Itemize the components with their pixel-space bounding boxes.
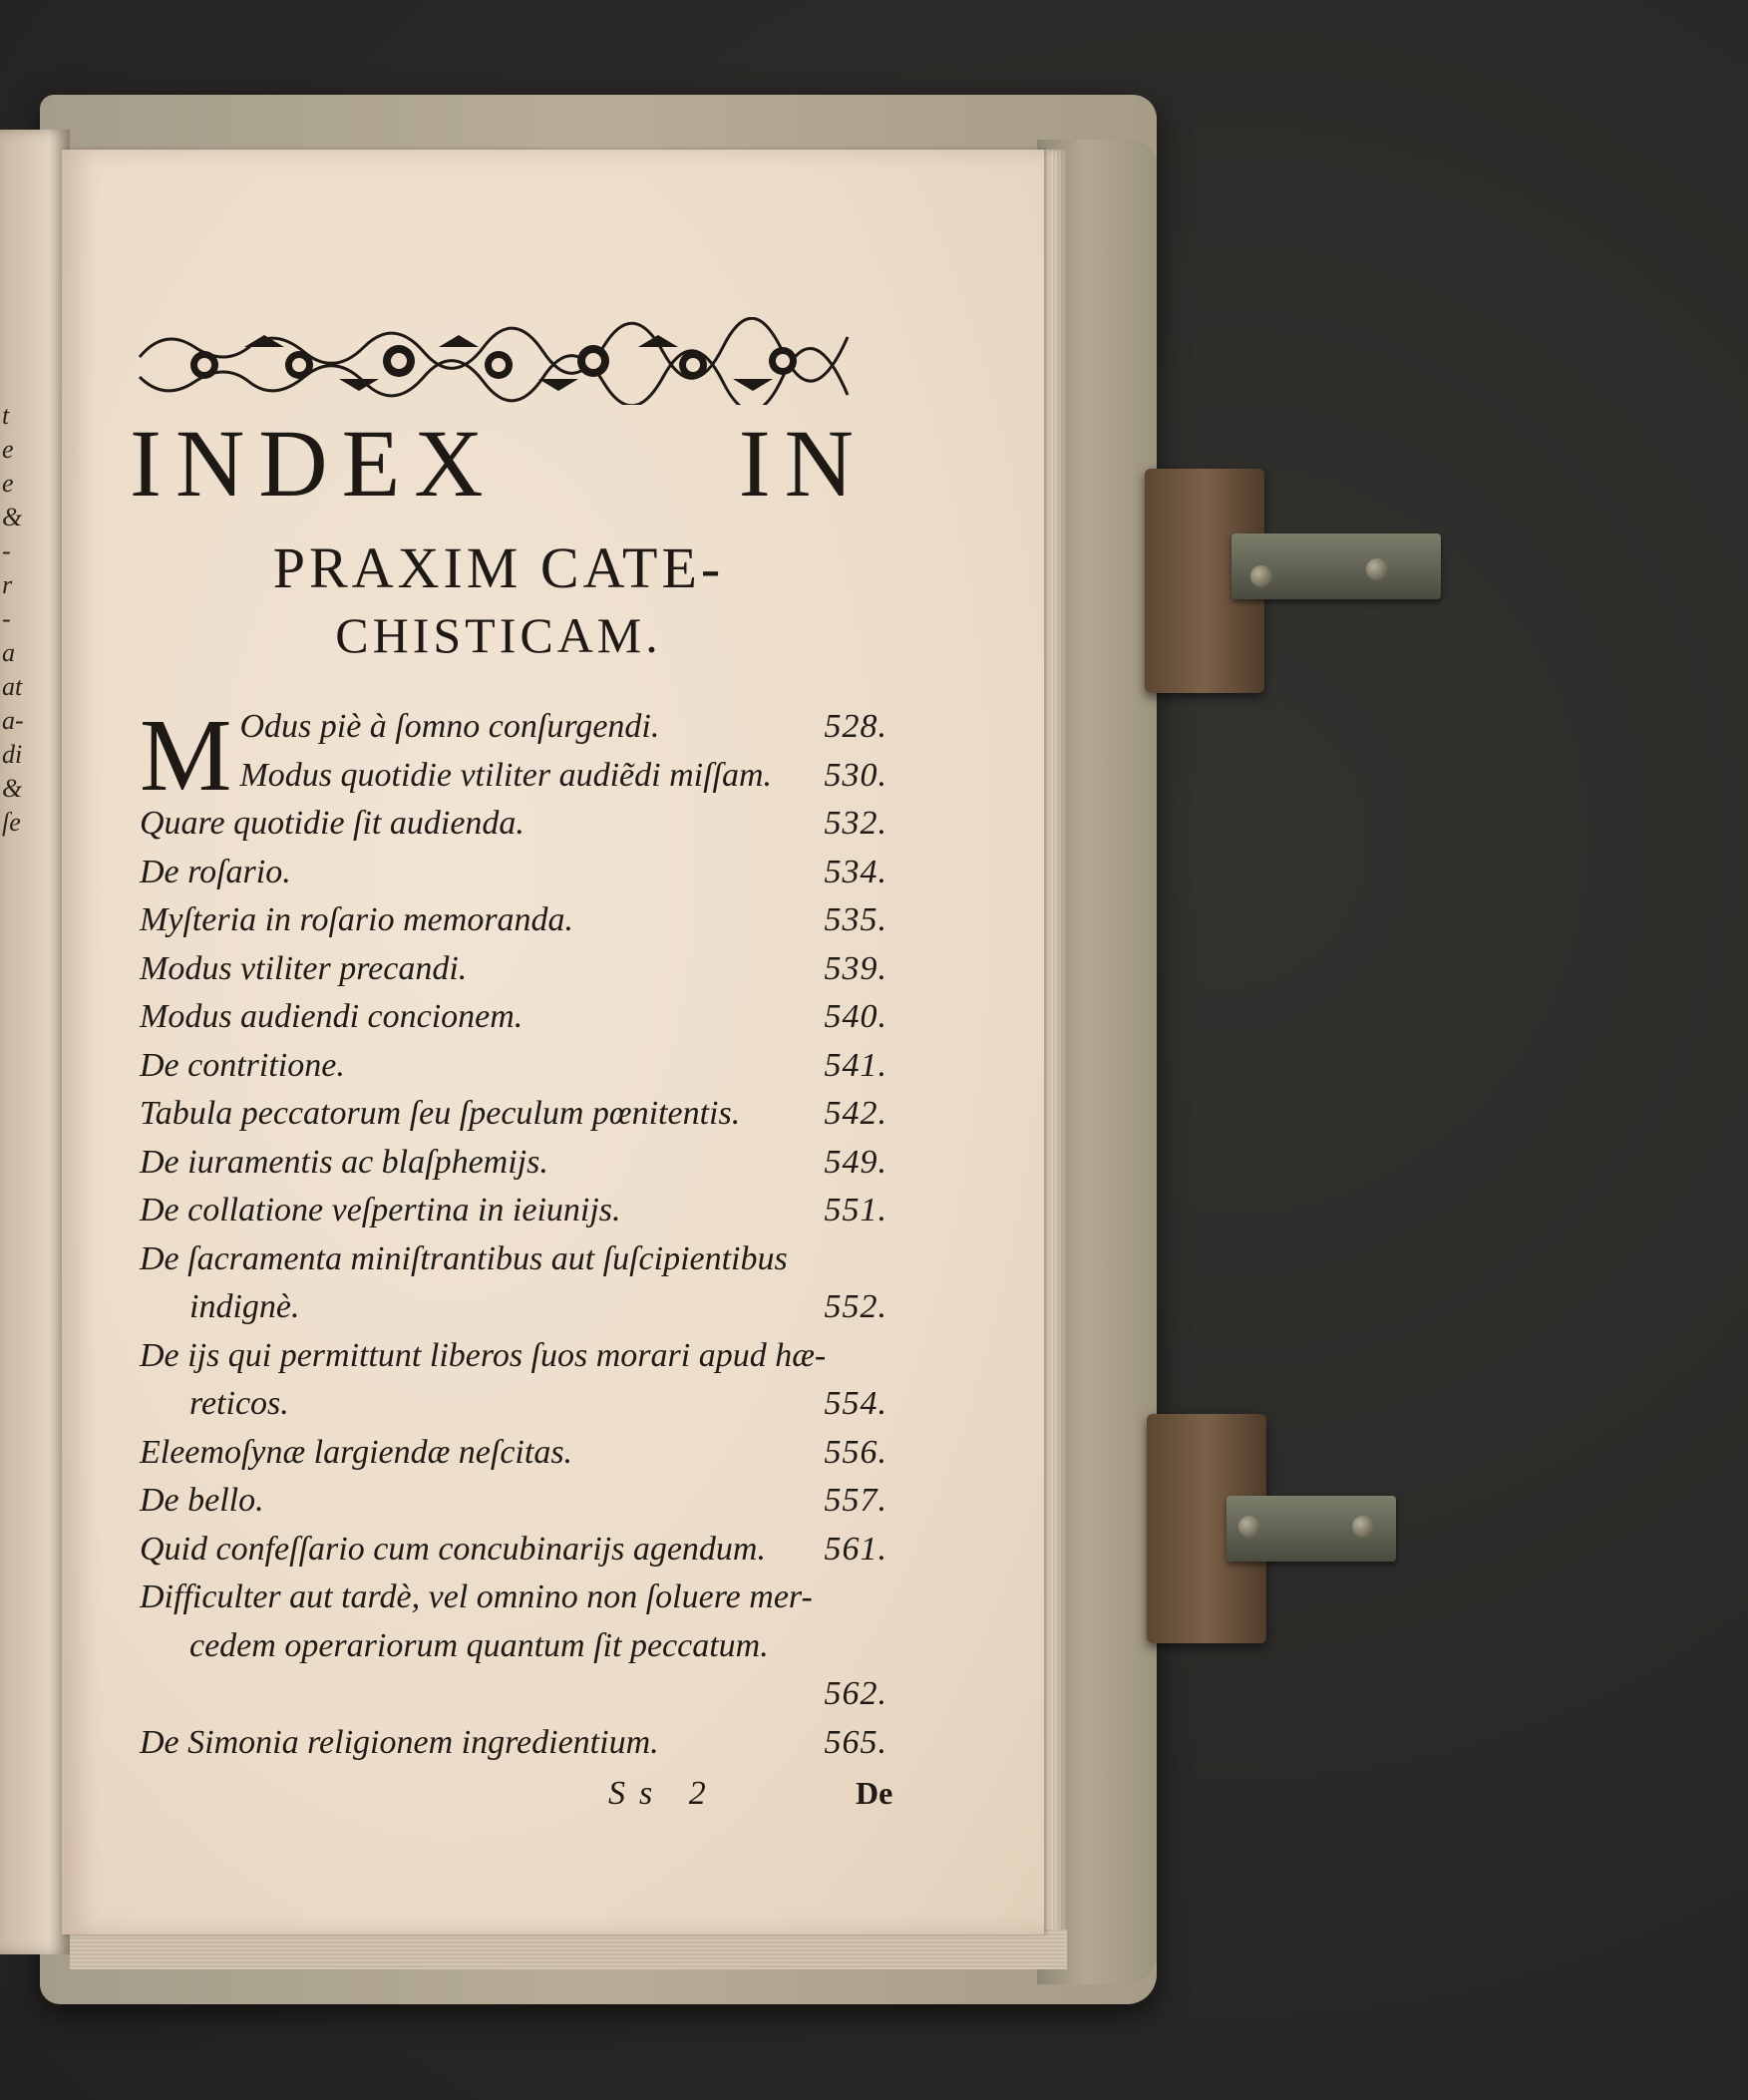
index-entry xyxy=(239,708,887,757)
left-letter: - xyxy=(2,604,11,633)
entry-page: 528. xyxy=(824,708,887,745)
entry-page: 534. xyxy=(824,853,887,890)
entry-page: 565. xyxy=(824,1723,887,1761)
entry-page: 561. xyxy=(824,1530,887,1568)
entry-text: De contritione. xyxy=(140,1046,345,1084)
left-letter: e xyxy=(2,435,14,464)
entry-text: De Simonia religionem ingredientium. xyxy=(140,1723,659,1761)
index-entry xyxy=(140,1531,887,1579)
entry-text: Odus piè à ſomno conſurgendi. xyxy=(239,708,660,745)
entry-text: Modus vtiliter precandi. xyxy=(140,949,468,987)
index-entry xyxy=(140,805,887,854)
index-entry xyxy=(140,1578,887,1627)
index-entry xyxy=(140,1434,887,1483)
index-entry xyxy=(140,1192,887,1240)
entry-page: 562. xyxy=(824,1675,887,1712)
index-entry xyxy=(140,1482,887,1531)
left-letter: t xyxy=(2,401,10,430)
entry-text: De iuramentis ac blaſphemijs. xyxy=(140,1143,548,1181)
catchword: De xyxy=(856,1775,893,1811)
index-entry xyxy=(140,1095,887,1144)
entry-text: De roſario. xyxy=(140,853,291,890)
index-entry xyxy=(239,757,887,806)
index-list xyxy=(140,698,887,1772)
entry-page: 539. xyxy=(824,949,887,987)
entry-page: 540. xyxy=(824,998,887,1035)
index-title-line2: PRAXIM CATE- xyxy=(272,535,725,600)
index-entry xyxy=(140,998,887,1047)
entry-text: Quid confeſſario cum concubinarijs agendum. xyxy=(140,1530,766,1568)
entry-page: 542. xyxy=(824,1095,887,1132)
left-letter: r xyxy=(2,570,13,599)
page-block-bottom-edge xyxy=(70,1929,1067,1969)
upper-clasp-rivet-icon xyxy=(1250,565,1272,587)
left-letter: & xyxy=(2,503,23,531)
lower-clasp-rivet-icon xyxy=(1238,1516,1260,1538)
index-entry xyxy=(140,1675,887,1724)
entry-page: 530. xyxy=(824,756,887,794)
entry-page: 541. xyxy=(824,1046,887,1084)
entry-page: 535. xyxy=(824,901,887,938)
entry-page: 552. xyxy=(824,1288,887,1325)
entry-text: Modus quotidie vtiliter audiẽdi miſſam. xyxy=(239,756,773,794)
index-entry xyxy=(140,1240,887,1289)
left-page-letters xyxy=(2,399,42,840)
index-entry xyxy=(140,950,887,999)
entry-text: Tabula peccatorum ſeu ſpeculum pœnitentis. xyxy=(140,1095,741,1132)
left-letter: at xyxy=(2,672,23,701)
left-letter: e xyxy=(2,469,14,498)
index-entry xyxy=(140,1047,887,1096)
entry-text: Myſteria in roſario memoranda. xyxy=(140,901,574,938)
index-title-line3: CHISTICAM. xyxy=(335,607,662,663)
index-entry xyxy=(140,1288,887,1337)
signature-mark: Ss 2 xyxy=(608,1775,720,1812)
upper-clasp-rivet-icon xyxy=(1366,558,1388,580)
left-letter: a xyxy=(2,638,15,667)
left-letter: & xyxy=(2,774,23,803)
ornamental-headpiece-icon xyxy=(135,317,858,405)
left-letter: - xyxy=(2,536,11,565)
index-entry xyxy=(140,901,887,950)
entry-text: Eleemoſynæ largiendæ neſcitas. xyxy=(140,1433,573,1471)
entry-text: Quare quotidie ſit audienda. xyxy=(140,805,524,842)
index-entry xyxy=(140,1627,887,1676)
entry-text: cedem operariorum quantum ſit peccatum. xyxy=(189,1626,769,1664)
index-first-entry xyxy=(140,698,887,813)
left-letter: ſe xyxy=(2,808,21,837)
entry-text: Modus audiendi concionem. xyxy=(140,998,524,1035)
index-entry xyxy=(140,854,887,902)
entry-text: Difficulter aut tardè, vel omnino non ſoluere mer- xyxy=(140,1578,813,1615)
index-entry xyxy=(140,1337,887,1386)
left-page-fragment xyxy=(0,130,70,1954)
entry-text: indignè. xyxy=(189,1288,300,1325)
entry-page: 532. xyxy=(824,805,887,842)
entry-page: 551. xyxy=(824,1192,887,1228)
left-letter: di xyxy=(2,740,23,769)
left-letter: a- xyxy=(2,706,24,735)
lower-clasp-rivet-icon xyxy=(1352,1516,1374,1538)
entry-text: De ijs qui permittunt liberos ſuos morari apud hæ- xyxy=(140,1336,827,1374)
entry-page: 557. xyxy=(824,1482,887,1519)
entry-page: 549. xyxy=(824,1143,887,1181)
drop-cap: M xyxy=(140,698,232,813)
entry-page: 556. xyxy=(824,1433,887,1471)
entry-text: reticos. xyxy=(189,1385,289,1422)
entry-text: De ſacramenta miniſtrantibus aut ſuſcipientibus xyxy=(140,1239,788,1277)
entry-text: De collatione veſpertina in ieiunijs. xyxy=(140,1192,621,1228)
entry-text: De bello. xyxy=(140,1482,264,1519)
index-entry xyxy=(140,1385,887,1434)
index-title-line1: INDEX IN xyxy=(130,410,868,517)
entry-page: 554. xyxy=(824,1385,887,1422)
index-entry xyxy=(140,1724,887,1773)
index-entry xyxy=(140,1144,887,1193)
